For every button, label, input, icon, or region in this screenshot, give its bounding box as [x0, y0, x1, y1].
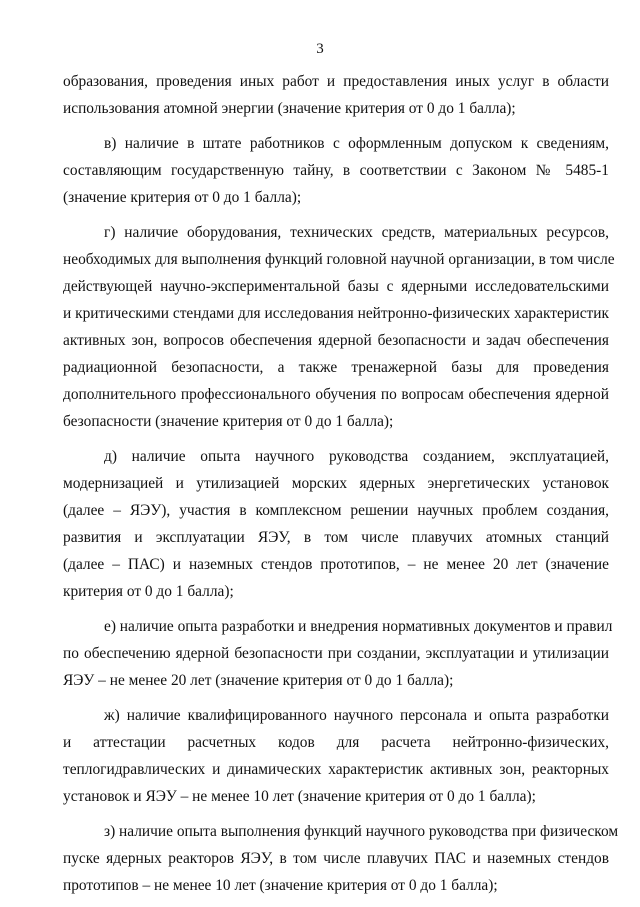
text-line: развития и эксплуатации ЯЭУ, в том числе плавучих атомных станций: [63, 529, 609, 546]
text-line: (значение критерия от 0 до 1 балла);: [63, 189, 302, 206]
text-line: дополнительного профессионального обучения по вопросам обеспечения ядерной: [63, 386, 609, 403]
paragraph-item-v: [63, 130, 609, 211]
text-line: критерия от 0 до 1 балла);: [63, 583, 234, 600]
document-body: [63, 68, 619, 907]
text-line: составляющим государственную тайну, в соответствии с Законом № 5485-1: [63, 162, 609, 179]
text-line: и критическими стендами для исследования нейтронно-физических характеристик: [63, 305, 609, 322]
text-line: прототипов – не менее 10 лет (значение критерия от 0 до 1 балла);: [63, 877, 498, 894]
paragraph-item-zh: [63, 702, 609, 810]
text-line: в) наличие в штате работников с оформленным допуском к сведениям,: [104, 135, 609, 152]
text-line: теплогидравлических и динамических характеристик активных зон, реакторных: [63, 761, 609, 778]
text-line: активных зон, вопросов обеспечения ядерной безопасности и задач обеспечения: [63, 332, 609, 349]
text-line: радиационной безопасности, а также тренажерной базы для проведения: [63, 359, 609, 376]
text-line: г) наличие оборудования, технических средств, материальных ресурсов,: [104, 224, 609, 241]
paragraph-item-d: [63, 443, 609, 605]
text-line: е) наличие опыта разработки и внедрения нормативных документов и правил: [104, 618, 613, 635]
text-line: модернизацией и утилизацией морских ядерных энергетических установок: [63, 475, 609, 492]
text-line: (далее – ПАС) и наземных стендов прототипов, – не менее 20 лет (значение: [63, 556, 609, 573]
text-line: по обеспечению ядерной безопасности при создании, эксплуатации и утилизации: [63, 645, 609, 662]
text-line: действующей научно-экспериментальной базы с ядерными исследовательскими: [63, 278, 609, 295]
text-line: з) наличие опыта выполнения функций научного руководства при физическом: [104, 823, 619, 840]
text-line: использования атомной энергии (значение критерия от 0 до 1 балла);: [63, 100, 516, 117]
text-line: установок и ЯЭУ – не менее 10 лет (значение критерия от 0 до 1 балла);: [63, 788, 536, 805]
text-line: (далее – ЯЭУ), участия в комплексном решении научных проблем создания,: [63, 502, 609, 519]
text-line: образования, проведения иных работ и предоставления иных услуг в области: [63, 73, 609, 90]
text-line: ЯЭУ – не менее 20 лет (значение критерия от 0 до 1 балла);: [63, 672, 454, 689]
paragraph-continuation: [63, 68, 609, 122]
paragraph-item-g: [63, 219, 615, 435]
text-line: д) наличие опыта научного руководства созданием, эксплуатацией,: [104, 448, 609, 465]
page-number: 3: [316, 41, 324, 57]
text-line: и аттестации расчетных кодов для расчета нейтронно-физических,: [63, 734, 609, 751]
text-line: необходимых для выполнения функций головной научной организации, в том числе: [63, 251, 615, 268]
text-line: безопасности (значение критерия от 0 до 1 балла);: [63, 413, 394, 430]
paragraph-item-e: [63, 613, 613, 694]
text-line: ж) наличие квалифицированного научного персонала и опыта разработки: [104, 707, 609, 724]
paragraph-item-z: [63, 818, 619, 899]
text-line: пуске ядерных реакторов ЯЭУ, в том числе плавучих ПАС и наземных стендов: [63, 850, 609, 867]
